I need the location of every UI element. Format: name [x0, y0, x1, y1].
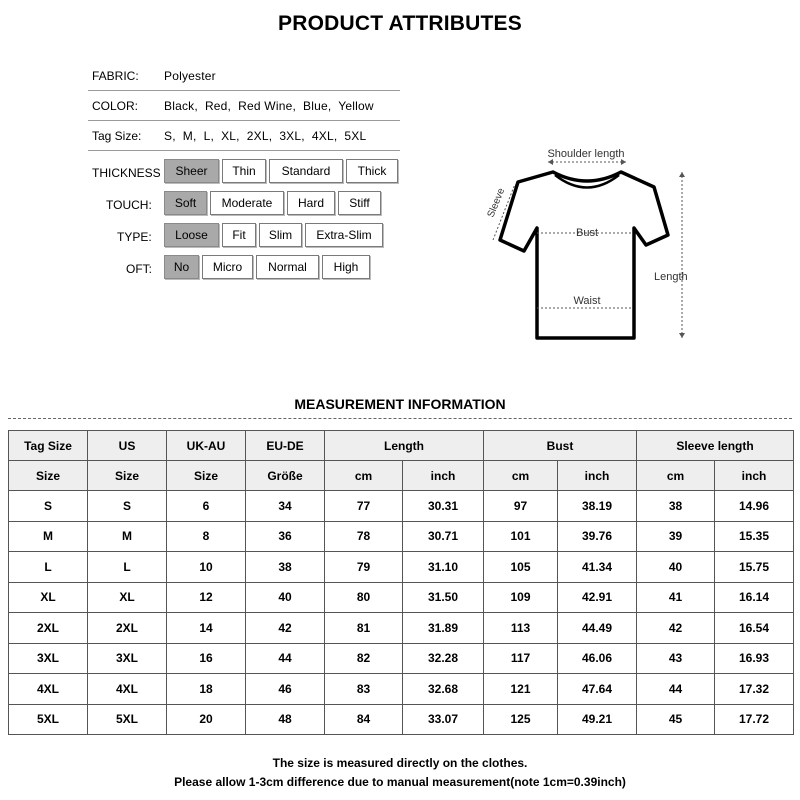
- table-cell: 3XL: [88, 643, 167, 674]
- table-cell: 8: [167, 521, 246, 552]
- table-row: [9, 704, 794, 735]
- table-cell: 38: [246, 552, 325, 583]
- fabric-label: FABRIC:: [92, 69, 139, 83]
- table-cell: 4XL: [88, 674, 167, 705]
- table-cell: 121: [484, 674, 558, 705]
- table-row: [9, 552, 794, 583]
- oft-option-micro[interactable]: Micro: [202, 255, 253, 279]
- tshirt-icon: [500, 172, 668, 338]
- table-cell: 16.54: [715, 613, 794, 644]
- table-cell: 18: [167, 674, 246, 705]
- divider: [88, 90, 400, 91]
- touch-options: [164, 191, 381, 215]
- fabric-value: Polyester: [164, 69, 216, 83]
- table-row: [9, 491, 794, 522]
- table-cell: 16.14: [715, 582, 794, 613]
- table-cell: 17.32: [715, 674, 794, 705]
- touch-label: TOUCH:: [106, 198, 152, 212]
- table-cell: 5XL: [9, 704, 88, 735]
- type-option-loose[interactable]: Loose: [164, 223, 219, 247]
- table-cell: 44.49: [558, 613, 637, 644]
- table-cell: 17.72: [715, 704, 794, 735]
- table-cell: S: [88, 491, 167, 522]
- table-row: [9, 643, 794, 674]
- table-cell: 39: [637, 521, 715, 552]
- table-cell: 4XL: [9, 674, 88, 705]
- subheader-cell: inch: [558, 461, 637, 491]
- table-row: [9, 674, 794, 705]
- subheader-cell: Size: [167, 461, 246, 491]
- table-cell: M: [9, 521, 88, 552]
- table-cell: 14.96: [715, 491, 794, 522]
- table-cell: 2XL: [88, 613, 167, 644]
- subheader-cell: cm: [325, 461, 403, 491]
- table-cell: 41.34: [558, 552, 637, 583]
- oft-option-normal[interactable]: Normal: [256, 255, 319, 279]
- length-label: Length: [654, 271, 688, 283]
- touch-option-moderate[interactable]: Moderate: [210, 191, 284, 215]
- thickness-option-standard[interactable]: Standard: [269, 159, 343, 183]
- tag-size-value: S, M, L, XL, 2XL, 3XL, 4XL, 5XL: [164, 129, 367, 143]
- oft-label: OFT:: [126, 262, 152, 276]
- shoulder-length-label: Shoulder length: [547, 148, 625, 160]
- table-cell: 77: [325, 491, 403, 522]
- table-row: [9, 521, 794, 552]
- table-cell: 39.76: [558, 521, 637, 552]
- table-cell: 34: [246, 491, 325, 522]
- table-cell: 15.35: [715, 521, 794, 552]
- table-cell: 79: [325, 552, 403, 583]
- touch-option-stiff[interactable]: Stiff: [338, 191, 381, 215]
- type-option-fit[interactable]: Fit: [222, 223, 256, 247]
- table-row: [9, 582, 794, 613]
- subheader-cell: inch: [403, 461, 484, 491]
- subheader-cell: inch: [715, 461, 794, 491]
- table-cell: 81: [325, 613, 403, 644]
- table-cell: 42: [637, 613, 715, 644]
- touch-option-hard[interactable]: Hard: [287, 191, 335, 215]
- table-cell: 47.64: [558, 674, 637, 705]
- color-value: Black, Red, Red Wine, Blue, Yellow: [164, 99, 374, 113]
- table-cell: 97: [484, 491, 558, 522]
- table-cell: 36: [246, 521, 325, 552]
- table-cell: 41: [637, 582, 715, 613]
- table-cell: XL: [9, 582, 88, 613]
- thickness-option-thick[interactable]: Thick: [346, 159, 398, 183]
- header-cell: Length: [325, 431, 484, 461]
- table-cell: L: [88, 552, 167, 583]
- table-subheader-row: [9, 461, 794, 491]
- table-cell: 42: [246, 613, 325, 644]
- divider: [88, 150, 400, 151]
- table-cell: 6: [167, 491, 246, 522]
- header-cell: Bust: [484, 431, 637, 461]
- sleeve-label: Sleeve: [485, 186, 508, 220]
- table-cell: 38: [637, 491, 715, 522]
- table-cell: 84: [325, 704, 403, 735]
- subheader-cell: Size: [88, 461, 167, 491]
- table-cell: 80: [325, 582, 403, 613]
- table-cell: 5XL: [88, 704, 167, 735]
- table-cell: 40: [637, 552, 715, 583]
- table-cell: 44: [246, 643, 325, 674]
- table-cell: 101: [484, 521, 558, 552]
- measurement-disclaimer: Please allow 1-3cm difference due to manual measurement(note 1cm=0.39inch): [174, 775, 626, 789]
- table-cell: M: [88, 521, 167, 552]
- table-cell: 32.68: [403, 674, 484, 705]
- table-cell: 31.50: [403, 582, 484, 613]
- tag-size-label: Tag Size:: [92, 129, 142, 143]
- table-cell: 117: [484, 643, 558, 674]
- table-row: [9, 613, 794, 644]
- table-cell: 10: [167, 552, 246, 583]
- table-cell: 40: [246, 582, 325, 613]
- subheader-cell: Größe: [246, 461, 325, 491]
- table-cell: 48: [246, 704, 325, 735]
- type-option-extra-slim[interactable]: Extra-Slim: [305, 223, 383, 247]
- table-cell: 43: [637, 643, 715, 674]
- table-cell: 3XL: [9, 643, 88, 674]
- tshirt-measurement-diagram: [470, 140, 710, 350]
- table-cell: 2XL: [9, 613, 88, 644]
- table-cell: 31.89: [403, 613, 484, 644]
- header-cell: US: [88, 431, 167, 461]
- table-cell: 32.28: [403, 643, 484, 674]
- table-cell: 16.93: [715, 643, 794, 674]
- touch-option-soft[interactable]: Soft: [164, 191, 207, 215]
- table-cell: 42.91: [558, 582, 637, 613]
- thickness-options: [164, 159, 398, 183]
- measurement-note: The size is measured directly on the clothes.: [272, 756, 528, 770]
- table-cell: 30.31: [403, 491, 484, 522]
- divider: [88, 120, 400, 121]
- table-cell: 45: [637, 704, 715, 735]
- table-cell: 38.19: [558, 491, 637, 522]
- table-cell: 14: [167, 613, 246, 644]
- subheader-cell: cm: [484, 461, 558, 491]
- dashed-divider: [8, 418, 792, 419]
- table-cell: 109: [484, 582, 558, 613]
- table-cell: 105: [484, 552, 558, 583]
- header-cell: EU-DE: [246, 431, 325, 461]
- table-cell: 15.75: [715, 552, 794, 583]
- table-cell: 46: [246, 674, 325, 705]
- table-cell: 113: [484, 613, 558, 644]
- table-cell: 78: [325, 521, 403, 552]
- table-cell: 20: [167, 704, 246, 735]
- oft-option-no[interactable]: No: [164, 255, 199, 279]
- table-cell: 12: [167, 582, 246, 613]
- oft-options: [164, 255, 370, 279]
- header-cell: Sleeve length: [637, 431, 794, 461]
- page-title: PRODUCT ATTRIBUTES: [278, 12, 522, 35]
- table-cell: 30.71: [403, 521, 484, 552]
- table-cell: 125: [484, 704, 558, 735]
- size-table: [8, 430, 794, 735]
- table-cell: 44: [637, 674, 715, 705]
- thickness-option-thin[interactable]: Thin: [222, 159, 266, 183]
- table-cell: L: [9, 552, 88, 583]
- table-cell: 49.21: [558, 704, 637, 735]
- waist-label: Waist: [573, 295, 601, 307]
- header-cell: Tag Size: [9, 431, 88, 461]
- thickness-option-sheer[interactable]: Sheer: [164, 159, 219, 183]
- table-cell: 83: [325, 674, 403, 705]
- table-cell: 31.10: [403, 552, 484, 583]
- color-label: COLOR:: [92, 99, 139, 113]
- type-options: [164, 223, 383, 247]
- type-option-slim[interactable]: Slim: [259, 223, 302, 247]
- bust-label: Bust: [575, 227, 599, 239]
- table-cell: 46.06: [558, 643, 637, 674]
- table-cell: 33.07: [403, 704, 484, 735]
- oft-option-high[interactable]: High: [322, 255, 370, 279]
- header-cell: UK-AU: [167, 431, 246, 461]
- table-cell: S: [9, 491, 88, 522]
- subheader-cell: cm: [637, 461, 715, 491]
- table-header-row: [9, 431, 794, 461]
- table-cell: 82: [325, 643, 403, 674]
- measurement-title: MEASUREMENT INFORMATION: [294, 396, 506, 412]
- table-cell: XL: [88, 582, 167, 613]
- subheader-cell: Size: [9, 461, 88, 491]
- type-label: TYPE:: [117, 230, 152, 244]
- thickness-label: THICKNESS: [92, 166, 161, 180]
- table-cell: 16: [167, 643, 246, 674]
